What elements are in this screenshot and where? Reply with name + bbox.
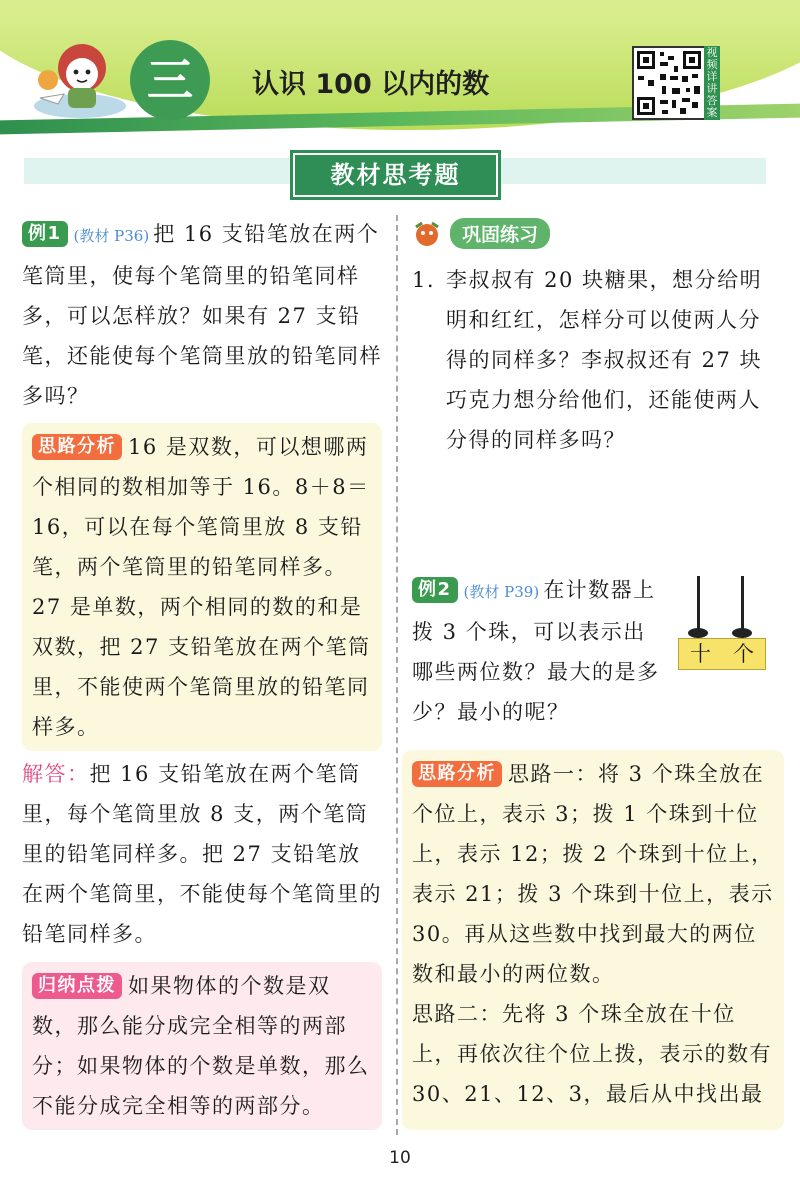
example1-summary-tag: 归纳点拨 — [32, 973, 122, 999]
example2-analysis-part1 — [412, 754, 774, 994]
mascot-icon — [410, 219, 444, 249]
example2-ref: (教材 P39) — [463, 583, 540, 601]
example2-analysis1-text: 思路一：将 3 个珠全放在个位上，表示 3；拨 1 个珠到十位上，表示 12；拨 2 个珠到十位上，表示 21；拨 3 个珠到十位上，表示 30。再从这些数中找到最大的两位数和最小的两位数。 — [412, 762, 774, 986]
example1-analysis-text: 16 是双数，可以想哪两个相同的数相加等于 16。8＋8＝16，可以在每个笔筒里放 8 支铅笔，两个笔筒里的铅笔同样多。27 是单数，两个相同的数的和是双数，把 27 支铅笔放在两个笔筒里，不能使两个笔筒里放的铅笔同样多。 — [32, 435, 371, 739]
example1-tag: 例1 — [22, 221, 68, 247]
example1-answer — [22, 754, 382, 954]
example2-tag: 例2 — [412, 577, 458, 603]
example2-analysis — [402, 750, 784, 1130]
abacus-diagram — [678, 572, 766, 672]
page-header — [0, 0, 800, 140]
abacus-bead — [688, 628, 708, 638]
mascot-illustration — [30, 28, 130, 123]
example2-analysis-tag: 思路分析 — [412, 761, 502, 787]
example2-analysis-part2: 思路二：先将 3 个珠全放在十位上，再依次往个位上拨，表示的数有 30、21、12、3，最后从中找出最 — [412, 1002, 772, 1106]
example2-question — [412, 570, 662, 732]
example2-question-text: 在计数器上拨 3 个珠，可以表示出哪些两位数？最大的是多少？最小的呢？ — [412, 578, 660, 724]
example1-question — [22, 214, 382, 416]
example1-answer-text: 把 16 支铅笔放在两个笔筒里，每个笔筒里放 8 支，两个笔筒里的铅笔同样多。把 27 支铅笔放在两个笔筒里，不能使每个笔筒里的铅笔同样多。 — [22, 762, 382, 946]
practice-title: 巩固练习 — [450, 218, 550, 249]
example1-summary-text: 如果物体的个数是双数，那么能分成完全相等的两部分；如果物体的个数是单数，那么不能分成完全相等的两部分。 — [32, 974, 370, 1118]
qr-code[interactable] — [632, 46, 706, 120]
practice-item1: 李叔叔有 20 块糖果，想分给明明和红红，怎样分可以使两人分得的同样多？李叔叔还有 27 块巧克力想分给他们，还能使两人分得的同样多吗？ — [446, 268, 763, 452]
example1-analysis-tag: 思路分析 — [32, 434, 122, 460]
example1-analysis — [22, 423, 382, 751]
example1-question-text: 把 16 支铅笔放在两个笔筒里，使每个笔筒里的铅笔同样多，可以怎样放？如果有 27 支铅笔，还能使每个笔筒里放的铅笔同样多吗？ — [22, 222, 382, 408]
section-title: 教材思考题 — [290, 150, 501, 200]
practice-item1-number: 1. — [412, 268, 436, 292]
practice-header — [410, 218, 550, 249]
qr-code-icon — [634, 48, 704, 118]
column-divider — [396, 215, 398, 1135]
abacus-base — [678, 638, 766, 670]
abacus-bead — [732, 628, 752, 638]
qr-label: 视频详讲答案 — [704, 46, 720, 120]
unit-number: 三 — [130, 40, 210, 120]
abacus-label-tens: 十 — [690, 642, 711, 666]
abacus-label-ones: 个 — [733, 642, 754, 666]
example1-ref: (教材 P36) — [73, 227, 150, 245]
answer-label: 解答： — [22, 762, 90, 786]
unit-title: 认识 100 以内的数 — [252, 69, 490, 100]
page-number: 10 — [389, 1148, 411, 1168]
example1-summary — [22, 962, 382, 1130]
